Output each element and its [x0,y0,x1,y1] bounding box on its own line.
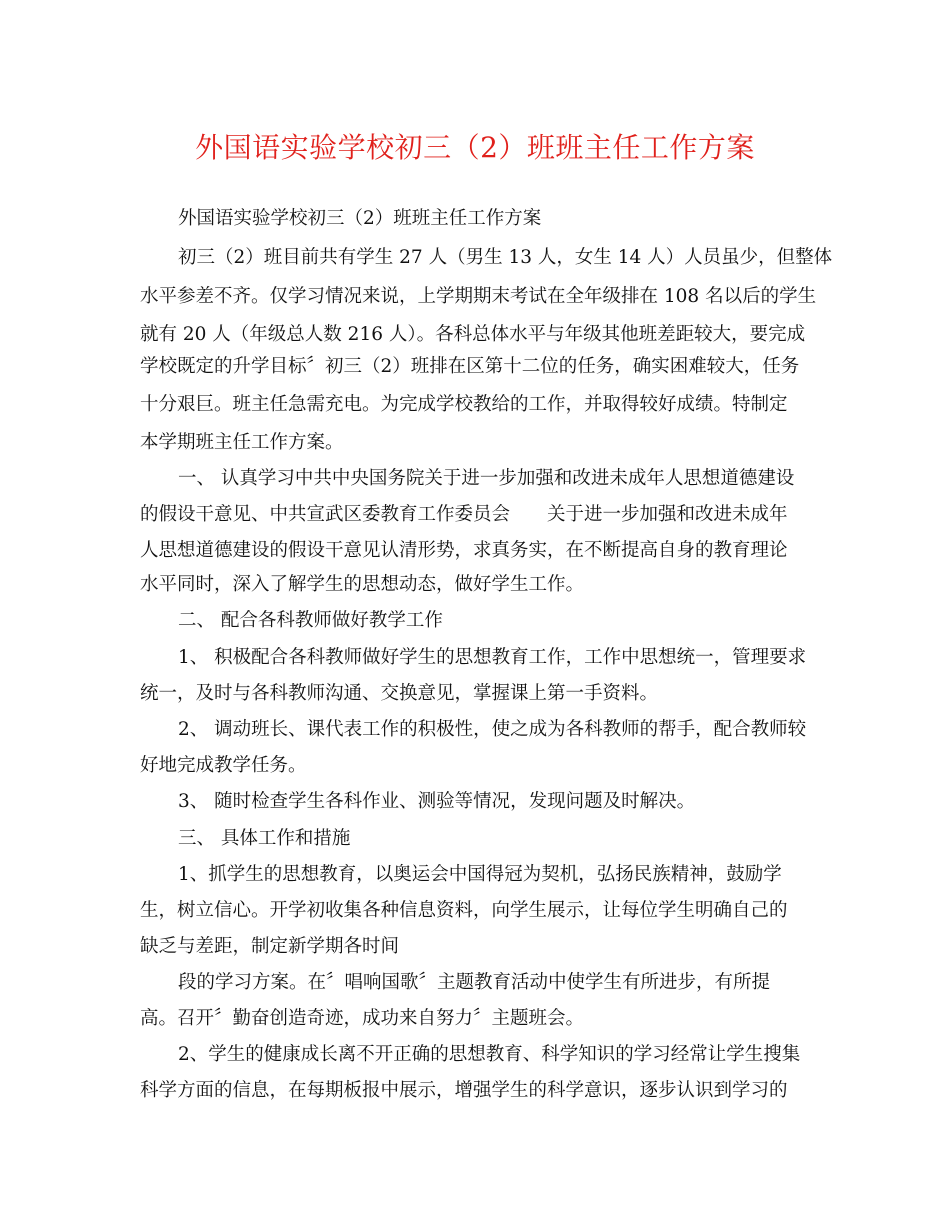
paragraph-line: 本学期班主任工作方案。 [140,432,344,453]
paragraph-line: 水平参差不齐。仅学习情况来说，上学期期末考试在全年级排在 108 名以后的学生 [140,286,817,307]
document-title: 外国语实验学校初三（2）班班主任工作方案 [195,131,755,164]
paragraph-line: 3、 随时检查学生各科作业、测验等情况，发现问题及时解决。 [178,791,696,812]
paragraph-line: 统一，及时与各科教师沟通、交换意见，掌握课上第一手资料。 [140,683,659,704]
paragraph-line: 人思想道德建设的假设干意见认清形势，求真务实，在不断提高自身的教育理论 [140,540,788,561]
paragraph-line: 就有 20 人（年级总人数 216 人）。各科总体水平与年级其他班差距较大，要完成 [140,324,806,345]
paragraph-line: 生，树立信心。开学初收集各种信息资料，向学生展示，让每位学生明确自己的 [140,900,788,921]
paragraph-line: 水平同时，深入了解学生的思想动态，做好学生工作。 [140,574,585,595]
paragraph-line: 段的学习方案。在〞唱响国歌〞主题教育活动中使学生有所进步，有所提 [178,972,771,993]
section-heading: 二、 配合各科教师做好教学工作 [178,610,443,631]
paragraph-line: 初三（2）班目前共有学生 27 人（男生 13 人，女生 14 人）人员虽少，但整体 [178,247,833,268]
paragraph-line: 缺乏与差距，制定新学期各时间 [140,936,400,957]
paragraph-line: 2、学生的健康成长离不开正确的思想教育、科学知识的学习经常让学生搜集 [178,1044,801,1065]
paragraph-line: 好地完成教学任务。 [140,755,307,776]
paragraph-line: 一、 认真学习中共中央国务院关于进一步加强和改进未成年人思想道德建设 [178,468,795,489]
paragraph-line: 2、 调动班长、课代表工作的积极性，使之成为各科教师的帮手，配合教师较 [178,719,807,740]
paragraph-line: 十分艰巨。班主任急需充电。为完成学校教给的工作，并取得较好成绩。特制定 [140,394,788,415]
subtitle-line: 外国语实验学校初三（2）班班主任工作方案 [178,208,542,229]
paragraph-line: 1、 积极配合各科教师做好学生的思想教育工作，工作中思想统一，管理要求 [178,647,807,668]
paragraph-line: 学校既定的升学目标〞初三（2）班排在区第十二位的任务，确实困难较大，任务 [140,356,800,377]
section-heading: 三、 具体工作和措施 [178,828,351,849]
paragraph-line: 科学方面的信息，在每期板报中展示，增强学生的科学意识，逐步认识到学习的 [140,1080,788,1101]
paragraph-line: 的假设干意见、中共宣武区委教育工作委员会 关于进一步加强和改进未成年 [140,504,788,525]
paragraph-line: 1、抓学生的思想教育，以奥运会中国得冠为契机，弘扬民族精神，鼓励学 [178,864,782,885]
paragraph-line: 高。召开〞勤奋创造奇迹，成功来自努力〞主题班会。 [140,1008,585,1029]
